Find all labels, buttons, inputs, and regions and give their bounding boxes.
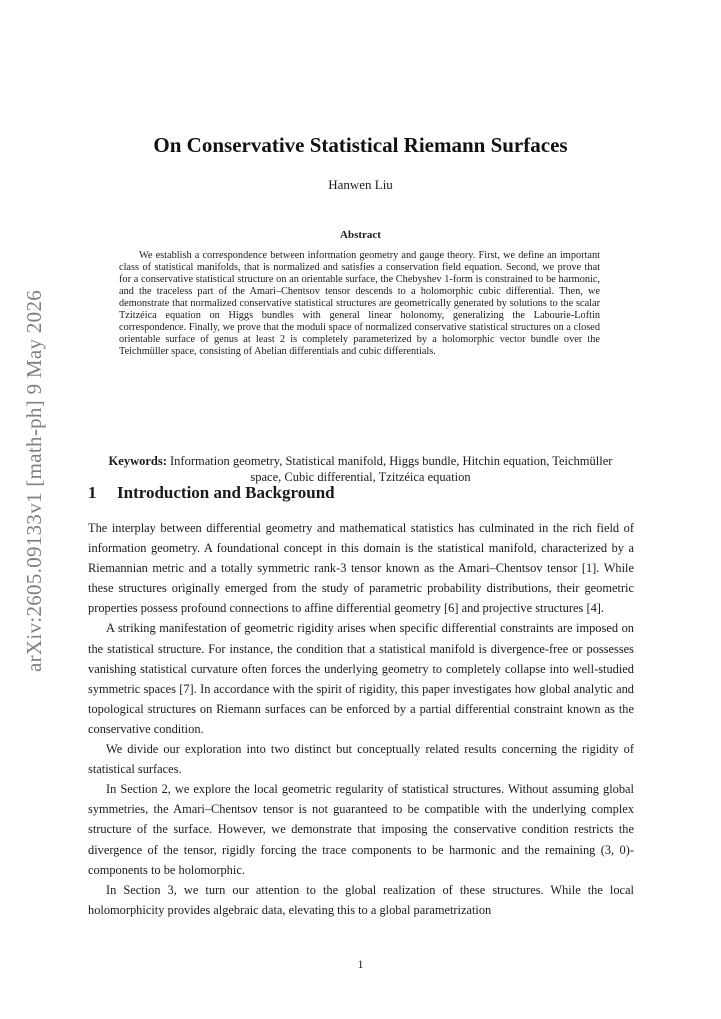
abstract-heading: Abstract <box>340 229 381 241</box>
paragraph: In Section 3, we turn our attention to the global realization of these structures. While the local holomorphicity provides algebraic data, elevating this to a global parametrization <box>88 882 634 917</box>
abstract-text: We establish a correspondence between information geometry and gauge theory. First, we define an important class of statistical manifolds, that is normalized and satisfies a conservation field equation. Second, we prove that for a conservative statistical structure on an orientable surface, the Chebyshev 1-form is constrained to be harmonic, and the traceless part of the Amari–Chentsov tensor descends to a holomorphic cubic differential. Then, we demonstrate that normalized conservative statistical structures are geometrically generated by solutions to the scalar Tzitzéica equation on Higgs bundles with general linear holonomy, generalizing the Labourie-Loftin correspondence. Finally, we prove that the moduli space of normalized conservative statistical structures on a closed orientable surface of genus at least 2 is completely parameterized by a holomorphic vector bundle over the Teichmüller space, consisting of Abelian differentials and cubic differentials. <box>119 250 600 357</box>
page-number: 1 <box>357 957 364 971</box>
paragraph: In Section 2, we explore the local geometric regularity of statistical structures. Without assuming global symmetries, the Amari–Chentsov tensor is not guaranteed to be compatible with the underlying complex structure of the surface. However, we demonstrate that imposing the conservative condition restricts the divergence of the tensor, rigidly forcing the trace components to be harmonic and the remaining (3, 0)-components to be holomorphic. <box>88 782 634 877</box>
paragraph: A striking manifestation of geometric rigidity arises when specific differential constraints are imposed on the statistical structure. For instance, the condition that a statistical manifold is divergence-free or possesses vanishing statistical curvature often forces the underlying geometry to completely collapse into well-studied symmetric spaces [7]. In accordance with the spirit of rigidity, this paper investigates how global analytic and topological structures on Riemann surfaces can be enforced by a partial differential constraint known as the conservative condition. <box>88 621 634 736</box>
keywords-list: Information geometry, Statistical manifold, Higgs bundle, Hitchin equation, Teichmüller space, Cubic differential, Tzitzéica equation <box>170 454 613 484</box>
section-heading <box>88 483 335 503</box>
paragraph: We divide our exploration into two distinct but conceptually related results concerning the rigidity of statistical surfaces. <box>88 742 634 777</box>
arxiv-identifier-stamp: arXiv:2605.09133v1 [math-ph] 9 May 2026 <box>22 289 46 672</box>
keywords-label: Keywords: <box>108 454 167 468</box>
paper-title: On Conservative Statistical Riemann Surfaces <box>153 133 568 157</box>
body-text <box>88 518 634 920</box>
paragraph: The interplay between differential geometry and mathematical statistics has culminated in the rich field of information geometry. A foundational concept in this domain is the statistical manifold, characterized by a Riemannian metric and a totally symmetric rank-3 tensor known as the Amari–Chentsov tensor [1]. While these structures originally emerged from the study of parametric probability distributions, their geometric properties possess profound connections to affine differential geometry [6] and projective structures [4]. <box>88 521 634 616</box>
author-name: Hanwen Liu <box>328 177 393 192</box>
section-number: 1 <box>88 483 97 502</box>
section-title: Introduction and Background <box>117 483 335 502</box>
keywords-block <box>100 453 621 485</box>
